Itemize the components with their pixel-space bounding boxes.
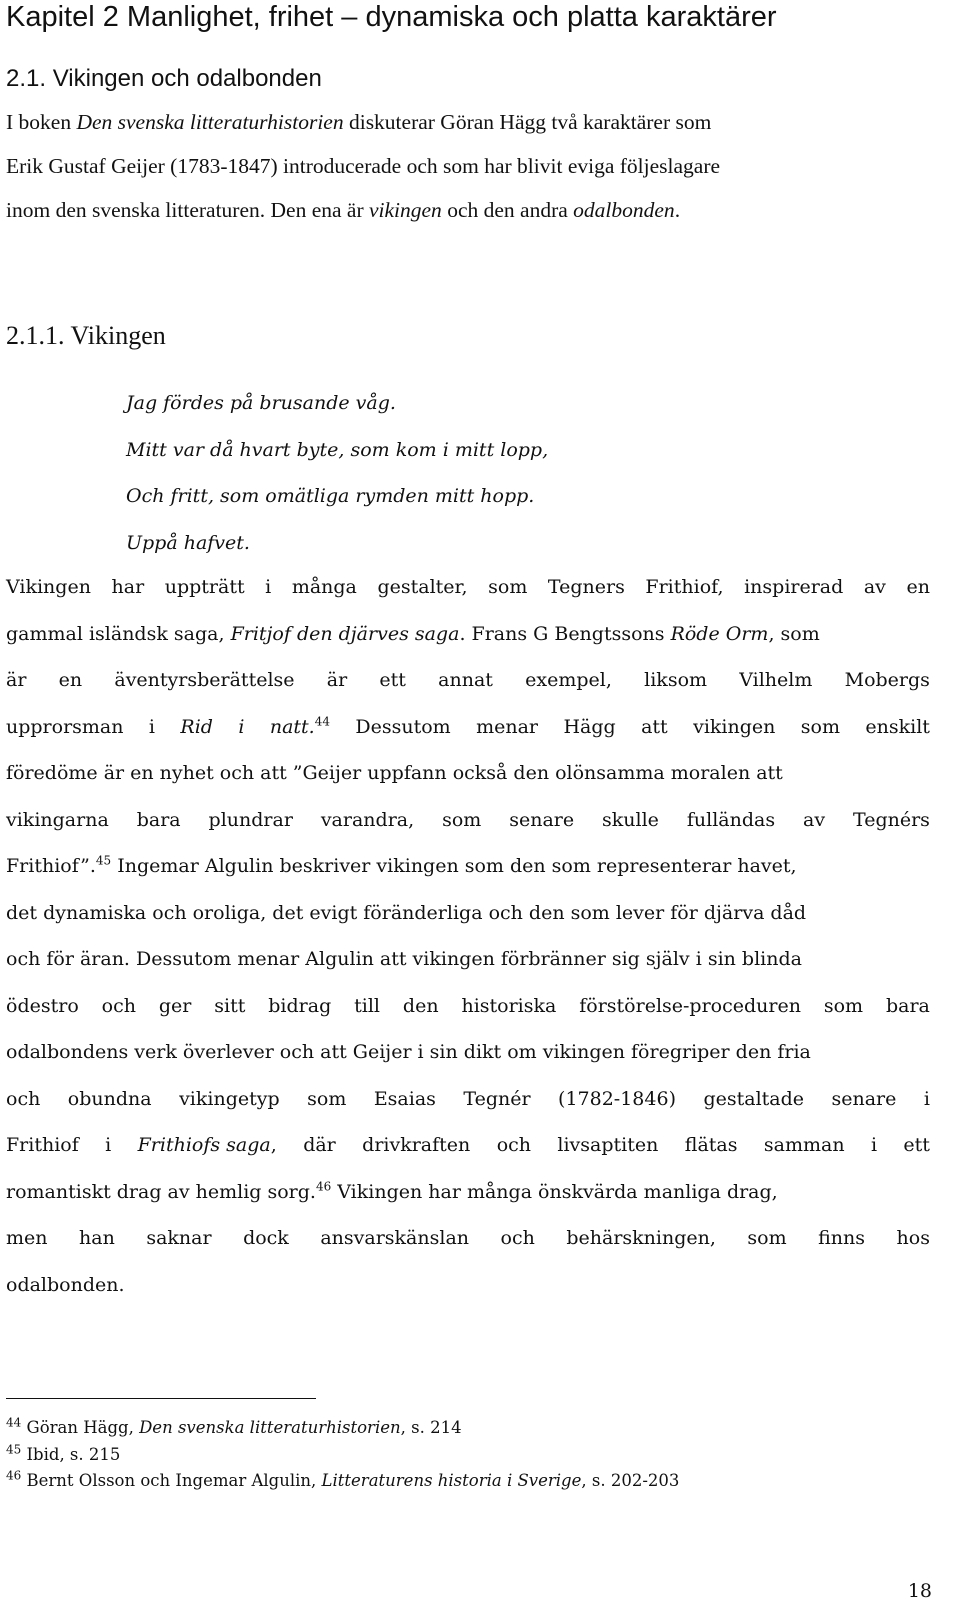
word: den (402, 994, 439, 1017)
punctuation: , (270, 1134, 277, 1156)
footnote-number: 46 (6, 1468, 22, 1483)
word: uppträtt (164, 576, 245, 598)
text-run: inom den svenska litteraturen. Den ena är (6, 198, 369, 222)
footnote-number: 44 (6, 1415, 22, 1430)
word: i (870, 1134, 878, 1156)
word: senare (831, 1087, 897, 1110)
body-line-4 (6, 704, 930, 751)
book-title: Frithiofs saga (137, 1134, 271, 1156)
text-run: diskuterar Göran Hägg två karaktärer som (343, 110, 712, 134)
body-line-13 (6, 1122, 930, 1169)
intro-line-3 (6, 188, 948, 232)
word: ansvarskänslan (320, 1227, 470, 1249)
word: Tegnérs (853, 808, 930, 831)
word-group (138, 1122, 277, 1169)
word: i (923, 1087, 930, 1110)
word: ett (903, 1134, 930, 1156)
word: att (641, 715, 668, 738)
word: i (148, 715, 155, 738)
poem-quote (126, 380, 926, 566)
word: Hägg (563, 715, 616, 738)
word: många (291, 576, 357, 598)
text-run: Frithiof”. (6, 855, 96, 877)
word: men (6, 1227, 48, 1249)
word: är (6, 669, 27, 691)
word: flätas (684, 1134, 738, 1156)
book-title: Den svenska litteraturhistorien (139, 1418, 401, 1437)
word: i (265, 576, 272, 598)
book-title-word: i (238, 715, 245, 738)
body-line-14 (6, 1169, 930, 1216)
word: som (747, 1227, 787, 1249)
chapter-title: Kapitel 2 Manlighet, frihet – dynamiska och platta karaktärer (6, 1, 777, 33)
book-title: Röde Orm (670, 622, 769, 645)
word: exempel, (525, 669, 612, 691)
word: Tegners (547, 576, 625, 598)
word: plundrar (208, 808, 293, 831)
word: liksom (644, 669, 708, 691)
word: och (496, 1134, 532, 1156)
word: gestaltade (703, 1087, 805, 1110)
word: ödestro (6, 994, 79, 1017)
word: senare (509, 808, 575, 831)
body-line-3 (6, 657, 930, 704)
text-run: Göran Hägg, (21, 1418, 140, 1437)
poem-line: Uppå hafvet. (126, 531, 250, 554)
word: han (79, 1227, 115, 1249)
word: sitt (214, 994, 246, 1017)
text-run: , s. 214 (400, 1418, 462, 1437)
word: enskilt (865, 715, 930, 738)
poem-line: Mitt var då hvart byte, som kom i mitt lopp, (126, 438, 549, 461)
word: Esaias (373, 1087, 436, 1110)
footnote-separator (6, 1398, 316, 1399)
word: behärskningen, (566, 1227, 716, 1249)
text-run: och den andra (441, 198, 574, 222)
footnote-44 (6, 1415, 906, 1442)
word: och (101, 994, 136, 1017)
word: där (303, 1134, 336, 1156)
word: som (442, 808, 482, 831)
word: vikingarna (6, 808, 109, 831)
text-run: , s. 202-203 (581, 1471, 680, 1490)
word: Vilhelm (739, 669, 813, 691)
poem-line: Jag fördes på brusande våg. (126, 392, 396, 414)
word: gestalter, (377, 576, 468, 598)
page-number: 18 (907, 1580, 932, 1602)
word: vikingetyp (179, 1087, 280, 1110)
word: fulländas (686, 808, 776, 831)
body-line-7 (6, 843, 930, 890)
footnote-46 (6, 1468, 906, 1495)
word: drivkraften (362, 1134, 471, 1156)
text-run: Ibid, s. 215 (21, 1444, 121, 1464)
text-run: Vikingen har många önskvärda manliga drag, (331, 1180, 778, 1203)
word: som (307, 1087, 347, 1110)
word: av (803, 808, 826, 831)
word: en (58, 669, 83, 691)
word: och (500, 1227, 535, 1249)
word: ger (158, 994, 192, 1017)
body-paragraph (6, 564, 930, 1308)
word: äventyrsberättelse (114, 669, 295, 691)
term-vikingen: vikingen (368, 198, 442, 222)
subsection-title: 2.1.1. Vikingen (6, 321, 166, 350)
word: Frithiof, (645, 576, 724, 598)
word: har (111, 576, 145, 598)
body-line-6 (6, 797, 930, 844)
text-run: romantiskt drag av hemlig sorg. (6, 1180, 316, 1203)
term-odalbonden: odalbonden (573, 198, 675, 222)
word: samman (763, 1134, 845, 1156)
word: saknar (146, 1227, 212, 1249)
word: livsaptiten (557, 1134, 659, 1156)
word: Tegnér (463, 1087, 531, 1110)
word: Mobergs (844, 669, 930, 691)
word: (1782-1846) (558, 1087, 676, 1110)
intro-line-2: Erik Gustaf Geijer (1783-1847) introducerade och som har blivit eviga följeslagare (6, 154, 721, 178)
footnote-number: 45 (6, 1442, 22, 1456)
word: Vikingen (6, 576, 91, 598)
footnote-ref: 46 (315, 1179, 332, 1194)
word: förstörelse-proceduren (579, 994, 801, 1017)
book-title: Fritjof den djärves saga (230, 622, 460, 645)
word: bara (136, 808, 181, 831)
word: menar (476, 715, 539, 738)
word: som (488, 576, 528, 598)
word: bidrag (268, 994, 332, 1017)
body-line-1 (6, 564, 930, 611)
word: en (906, 576, 930, 598)
section-title: 2.1. Vikingen och odalbonden (6, 65, 322, 92)
body-line-5: föredöme är en nyhet och att ”Geijer uppfann också den olönsamma moralen att (6, 762, 783, 784)
text-run: . (674, 198, 681, 222)
book-title-word: Rid (180, 715, 213, 738)
word-with-footnote (270, 704, 330, 751)
intro-line-1 (6, 100, 948, 144)
word: bara (885, 994, 930, 1017)
word: annat (438, 669, 493, 691)
word: upprorsman (6, 715, 124, 738)
body-line-10 (6, 983, 930, 1030)
word: och (6, 1087, 41, 1110)
word: till (354, 994, 381, 1017)
text-run: I boken (6, 110, 77, 134)
body-line-12 (6, 1076, 930, 1123)
intro-paragraph (6, 100, 948, 232)
footnote-45 (6, 1442, 906, 1469)
book-title: Litteraturens historia i Sverige (321, 1471, 582, 1490)
word: hos (896, 1227, 930, 1249)
word: historiska (461, 994, 557, 1017)
body-line-9: och för äran. Dessutom menar Algulin att vikingen förbränner sig själv i sin blinda (6, 948, 802, 970)
footnote-ref: 44 (314, 714, 330, 729)
footnotes (6, 1415, 906, 1495)
body-line-2 (6, 611, 930, 658)
body-line-8: det dynamiska och oroliga, det evigt föränderliga och den som lever för djärva dåd (6, 901, 807, 924)
footnote-ref: 45 (95, 853, 112, 868)
word: dock (243, 1227, 289, 1249)
word: i (105, 1134, 112, 1156)
book-title: Den svenska litteraturhistorien (76, 110, 344, 134)
word: vikingen (693, 715, 776, 738)
word: skulle (602, 808, 659, 831)
word: som (800, 715, 840, 738)
word: Dessutom (355, 715, 451, 738)
text-run: Ingemar Algulin beskriver vikingen som den som representerar havet, (111, 855, 797, 877)
word: obundna (67, 1087, 152, 1110)
word: Frithiof (6, 1134, 79, 1156)
text-run: Bernt Olsson och Ingemar Algulin, (21, 1471, 322, 1490)
word: som (823, 994, 864, 1017)
text-run: gammal isländsk saga, (6, 622, 231, 645)
word: är (326, 669, 348, 691)
word: varandra, (320, 808, 415, 831)
word: inspirerad (744, 576, 844, 598)
word: finns (818, 1227, 866, 1249)
body-line-11: odalbondens verk överlever och att Geijer i sin dikt om vikingen föregriper den fria (6, 1041, 811, 1063)
text-run: , som (768, 622, 820, 645)
poem-line: Och fritt, som omätliga rymden mitt hopp. (126, 485, 535, 507)
word: ett (379, 669, 406, 691)
word: av (863, 576, 886, 598)
body-line-16: odalbonden. (6, 1273, 125, 1296)
text-run: . Frans G Bengtssons (459, 622, 671, 645)
book-title-word: natt. (269, 715, 315, 738)
body-line-15 (6, 1215, 930, 1262)
